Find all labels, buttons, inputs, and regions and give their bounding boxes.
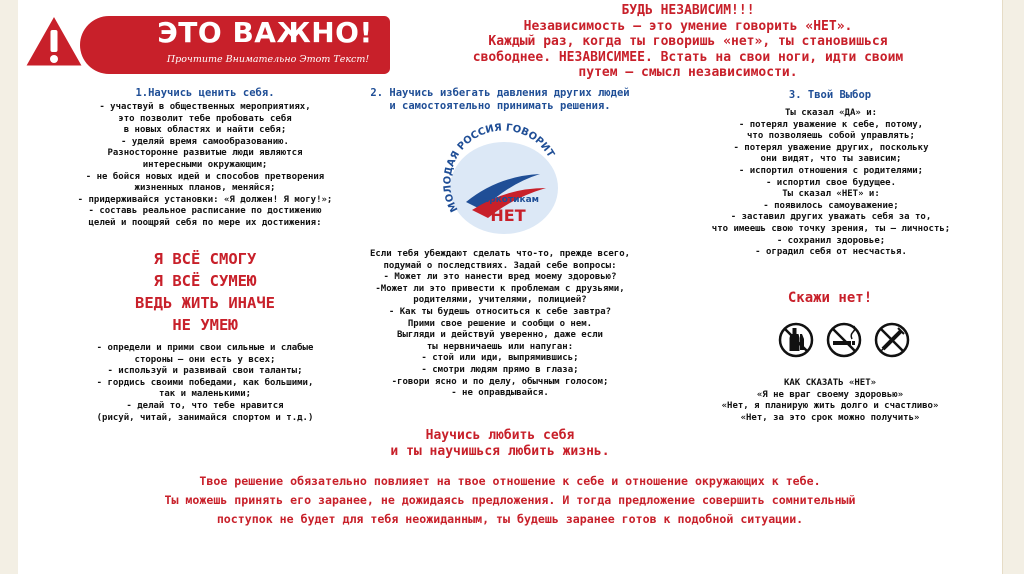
- how-to-say-no: [680, 378, 980, 424]
- text-line: стороны – они есть у всех;: [134, 354, 276, 365]
- text-line: в новых областях и найти себя;: [123, 125, 287, 136]
- text-line: - гордись своими победами, как большими,: [96, 377, 314, 388]
- text-line: (рисуй, читай, занимайся спортом и т.д.): [96, 412, 314, 423]
- col3-text: [670, 108, 992, 259]
- banner-title: ЭТО ВАЖНО!: [157, 16, 373, 49]
- independence-line: свободнее. НЕЗАВИСИМЕЕ. Встать на свои ноги, идти своим: [472, 49, 904, 65]
- title-line: 2. Научись избегать давления других людей: [370, 87, 630, 99]
- text-line: - Как ты будешь относиться к себе завтра?: [388, 306, 612, 317]
- text-line: - потерял уважение к себе, потому,: [738, 119, 924, 130]
- text-line: - определи и прими свои сильные и слабые: [96, 343, 314, 353]
- text-line: - не бойся новых идей и способов претворения: [85, 171, 325, 182]
- how-to-line: «Нет, за это срок можно получить»: [740, 412, 920, 423]
- col1-text: [40, 102, 370, 230]
- conclusion-line: поступок не будет для тебя неожиданным, ты будешь заранее готов к подобной ситуации.: [216, 512, 804, 526]
- text-line: жизненных планов, меняйся;: [134, 183, 276, 194]
- independence-block: [402, 3, 974, 81]
- logo-narcotics: наркотикам: [476, 195, 540, 205]
- text-line: интересными окружающим;: [142, 159, 268, 170]
- slogan-line: НЕ УМЕЮ: [172, 316, 238, 334]
- title-line: и самостоятельно принимать решения.: [389, 100, 611, 112]
- col2-slogan: [330, 428, 670, 460]
- text-line: Если тебя убеждают сделать что-то, прежде всего,: [369, 249, 631, 259]
- logo-net: НЕТ: [490, 206, 526, 225]
- independence-line: Каждый раз, когда ты говоришь «нет», ты становишься: [488, 34, 888, 49]
- independence-line: путем – смысл независимости.: [578, 65, 798, 80]
- text-line: - потерял уважение других, поскольку: [733, 142, 929, 153]
- text-line: Ты сказал «НЕТ» и:: [782, 189, 880, 200]
- text-line: они видят, что ты зависим;: [760, 154, 902, 165]
- text-line: - заставил других уважать себя за то,: [730, 212, 932, 223]
- col1-slogan: [60, 248, 350, 336]
- text-line: - стой или иди, выпрямившись;: [421, 353, 579, 364]
- text-line: - делай то, что тебе нравится: [126, 400, 284, 411]
- slogan-line: Научись любить себя: [425, 428, 575, 443]
- conclusion-line: Ты можешь принять его заранее, не дожидаясь предложения. И тогда предложение совершить сомнительный: [164, 493, 856, 507]
- how-to-line: «Я не враг своему здоровью»: [756, 389, 904, 400]
- col2-text: [330, 249, 670, 400]
- text-line: - оградил себя от несчастья.: [755, 247, 907, 258]
- text-line: - придерживайся установки: «Я должен! Я могу!»;: [77, 194, 333, 205]
- say-no-heading: Скажи нет!: [787, 290, 873, 306]
- slogan-line: и ты научишься любить жизнь.: [390, 444, 610, 459]
- no-drugs-icon: [874, 322, 910, 358]
- text-line: это позволит тебе пробовать себя: [118, 113, 292, 124]
- text-line: - появилось самоуважение;: [763, 200, 899, 211]
- prohibition-icons: [778, 322, 910, 358]
- text-line: Прими свое решение и сообщи о нем.: [407, 318, 593, 329]
- how-to-line: КАК СКАЗАТЬ «НЕТ»: [783, 378, 877, 388]
- col2-title: [330, 87, 670, 113]
- text-line: целей и поощряй себя по мере их достижения:: [88, 217, 322, 228]
- text-line: - участвуй в общественных мероприятиях,: [99, 102, 311, 112]
- right-frame: [1002, 0, 1024, 574]
- text-line: - не оправдывайся.: [451, 388, 549, 399]
- text-line: подумай о последствиях. Задай себе вопросы:: [383, 260, 617, 271]
- header: [22, 10, 398, 80]
- text-line: - сохранил здоровье;: [776, 235, 886, 246]
- slogan-line: Я ВСЁ СМОГУ: [153, 250, 257, 268]
- text-line: ты нервничаешь или напуган:: [426, 341, 574, 352]
- text-line: - используй и развивай свои таланты;: [107, 366, 303, 377]
- text-line: - испортил отношения с родителями;: [738, 165, 924, 176]
- warning-icon: [22, 12, 86, 70]
- text-line: так и маленькими;: [158, 389, 252, 400]
- slogan-line: ВЕДЬ ЖИТЬ ИНАЧЕ: [135, 294, 275, 312]
- no-smoking-icon: [826, 322, 862, 358]
- text-line: Ты сказал «ДА» и:: [784, 108, 878, 118]
- independence-line: БУДЬ НЕЗАВИСИМ!!!: [621, 3, 755, 18]
- conclusion-line: Твое решение обязательно повлияет на твое отношение к себе и отношение окружающих к тебе.: [199, 474, 821, 488]
- left-frame: [0, 0, 18, 574]
- col3-title: 3. Твой Выбор: [788, 89, 872, 101]
- logo-arc-text: МОЛОДАЯ РОССИЯ ГОВОРИТ: [442, 122, 556, 214]
- header-banner: [80, 16, 390, 74]
- bottom-conclusion: [40, 472, 980, 529]
- col1-text2: [40, 343, 370, 424]
- text-line: Выгляди и действуй уверенно, даже если: [397, 330, 603, 341]
- text-line: - уделяй время самообразованию.: [121, 136, 289, 147]
- text-line: -Может ли это привести к проблемам с друзьями,: [375, 283, 625, 294]
- independence-line: Независимость – это умение говорить «НЕТ».: [523, 18, 853, 34]
- text-line: - смотри людям прямо в глаза;: [421, 364, 579, 375]
- no-alcohol-icon: [778, 322, 814, 358]
- slogan-line: Я ВСЁ СУМЕЮ: [153, 272, 257, 290]
- col1-title: 1.Научись ценить себя.: [135, 87, 275, 99]
- text-line: что имеешь свою точку зрения, ты – личность;: [711, 223, 951, 234]
- how-to-line: «Нет, я планирую жить долго и счастливо»: [721, 401, 939, 412]
- text-line: что позволяешь собой управлять;: [747, 131, 915, 142]
- text-line: -говори ясно и по делу, обычным голосом;: [391, 376, 609, 387]
- text-line: Разносторонне развитые люди являются: [107, 148, 303, 159]
- text-line: - составь реальное расписание по достижению: [88, 206, 322, 217]
- text-line: - испортил свое будущее.: [765, 177, 897, 188]
- text-line: родителями, учителями, полицией?: [413, 295, 587, 306]
- text-line: - Может ли это нанести вред моему здоровью?: [383, 272, 617, 283]
- banner-subtitle: Прочтите Внимательно Этот Текст!: [166, 54, 370, 65]
